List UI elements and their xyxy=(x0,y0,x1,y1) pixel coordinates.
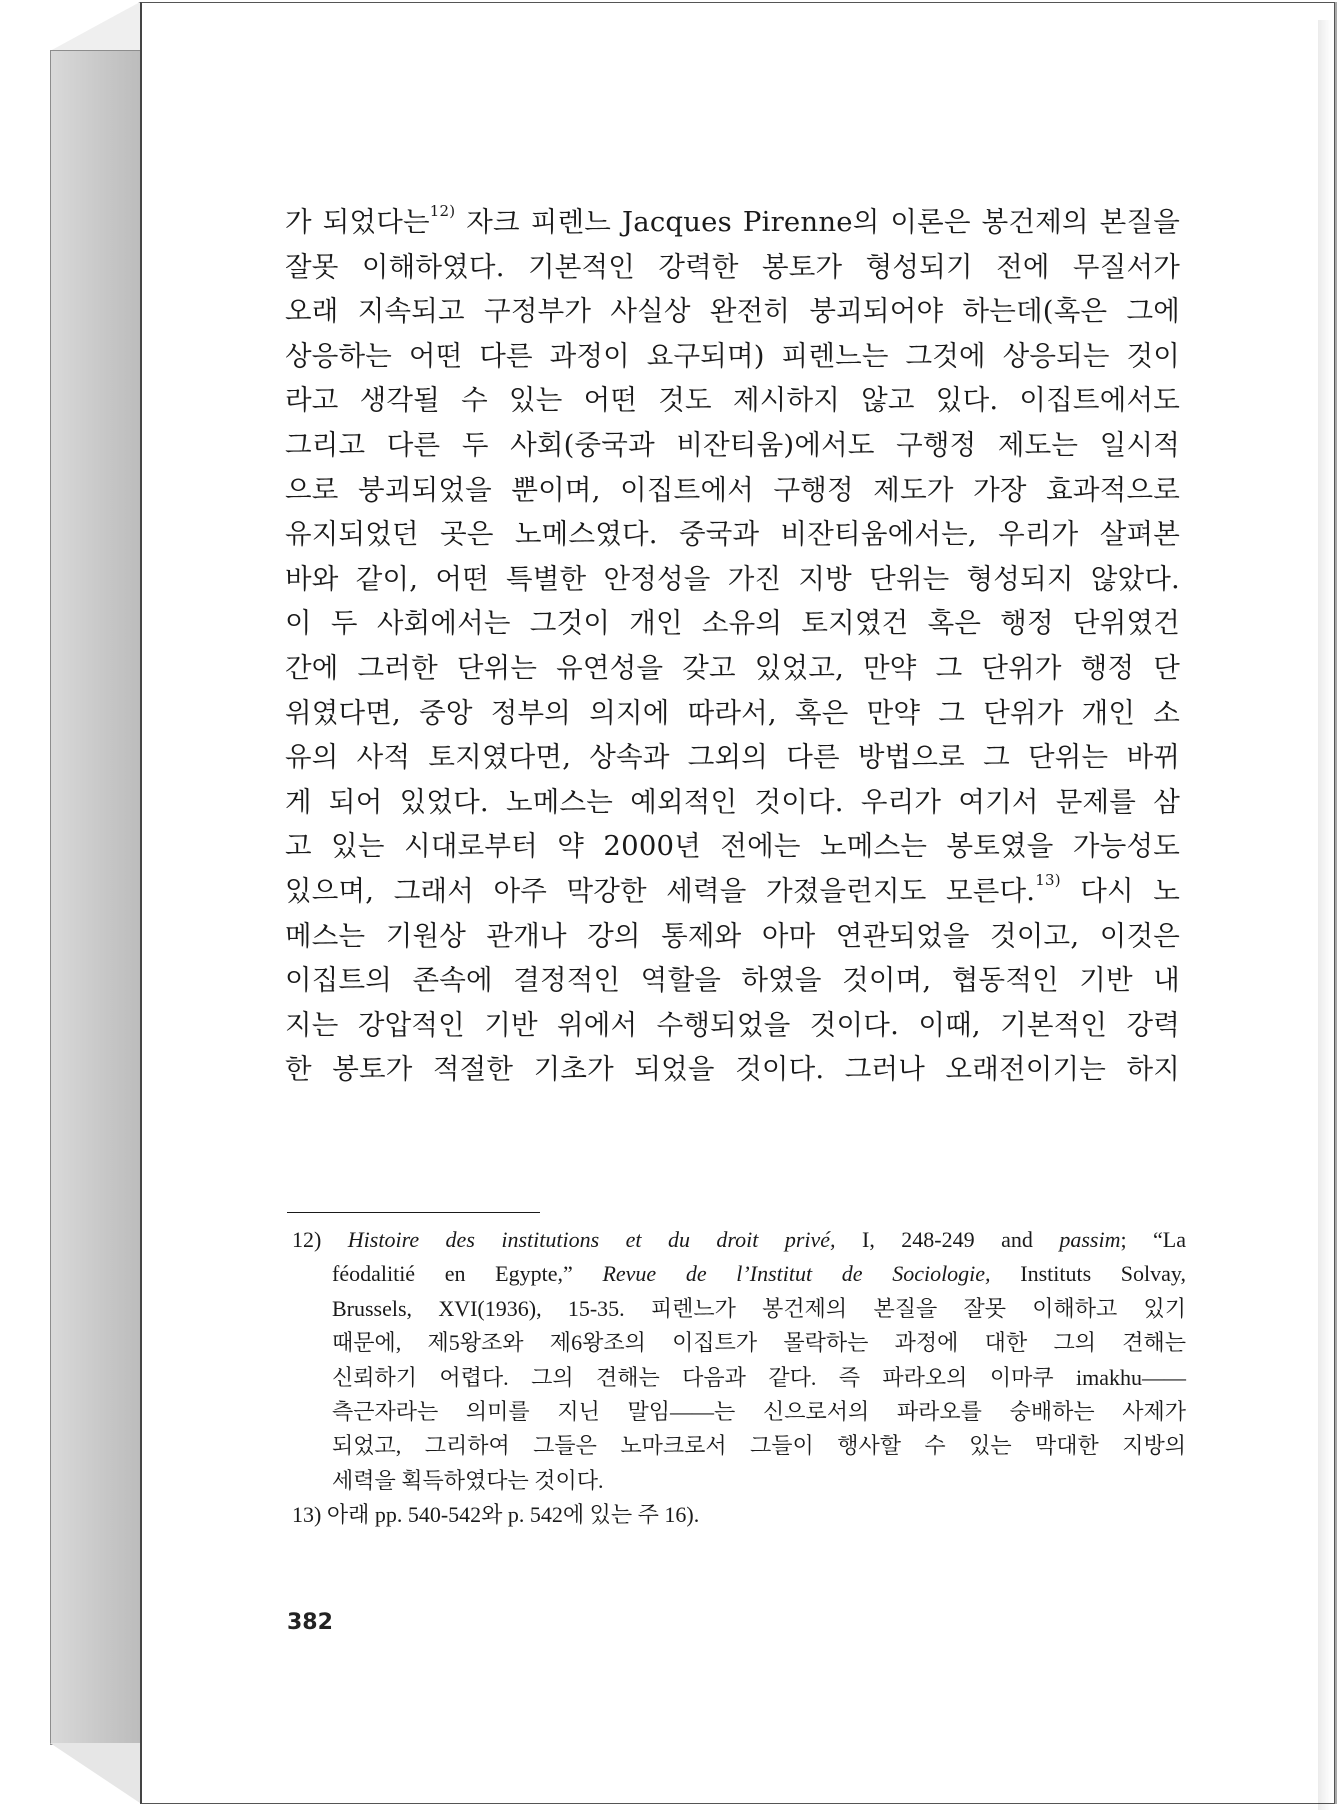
body-line: 고 있는 시대로부터 약 2000년 전에는 노메스는 봉토였을 가능성도 xyxy=(285,830,1180,863)
body-line: 상응하는 어떤 다른 과정이 요구되며) 피렌느는 그것에 상응되는 것이 xyxy=(285,339,1180,372)
footnote-12-line: 때문에, 제5왕조와 제6왕조의 이집트가 몰락하는 과정에 대한 그의 견해는 xyxy=(332,1330,1186,1356)
footnote-13: 13) 아래 pp. 540-542와 p. 542에 있는 주 16). xyxy=(292,1502,700,1528)
book-spine xyxy=(50,50,142,1745)
body-line: 메스는 기원상 관개나 강의 통제와 아마 연관되었을 것이고, 이것은 xyxy=(285,919,1180,952)
footnote-separator xyxy=(287,1212,540,1213)
body-line: 오래 지속되고 구정부가 사실상 완전히 붕괴되어야 하는데(혹은 그에 xyxy=(285,295,1180,328)
body-line: 가 되었다는$^{12)}$ 자크 피렌느 Jacques Pirenne의 이론은 봉건제의 본질을 xyxy=(285,202,1180,238)
footnote-12-line: 측근자라는 의미를 지닌 말임——는 신으로서의 파라오를 숭배하는 사제가 xyxy=(332,1398,1186,1424)
page-number: 382 xyxy=(287,1610,333,1635)
page-shadow xyxy=(1318,20,1332,1810)
body-line: 이집트의 존속에 결정적인 역할을 하였을 것이며, 협동적인 기반 내 xyxy=(285,964,1180,997)
body-line: 게 되어 있었다. 노메스는 예외적인 것이다. 우리가 여기서 문제를 삼 xyxy=(285,785,1180,818)
body-line: 바와 같이, 어떤 특별한 안정성을 가진 지방 단위는 형성되지 않았다. xyxy=(285,562,1180,595)
footnote-ref-12[interactable]: 12) xyxy=(429,202,456,220)
body-line: 유의 사적 토지였다면, 상속과 그외의 다른 방법으로 그 단위는 바뀌 xyxy=(285,741,1180,774)
body-line: 있으며, 그래서 아주 막강한 세력을 가졌을런지도 모른다.$^{13)}$ 다시 노 xyxy=(285,870,1180,907)
body-line: 라고 생각될 수 있는 어떤 것도 제시하지 않고 있다. 이집트에서도 xyxy=(285,384,1180,417)
footnote-12-line: féodalitié en Egypte,” Revue de l’Institut de Sociologie, Instituts Solvay, xyxy=(332,1261,1186,1287)
body-line: 그리고 다른 두 사회(중국과 비잔티움)에서도 구행정 제도는 일시적 xyxy=(285,428,1180,461)
book-top-edge xyxy=(50,2,140,51)
footnote-12-line: 되었고, 그리하여 그들은 노마크로서 그들이 행사할 수 있는 막대한 지방의 xyxy=(332,1433,1186,1459)
footnote-12-line: Brussels, XVI(1936), 15-35. 피렌느가 봉건제의 본질을 잘못 이해하고 있기 xyxy=(332,1295,1186,1321)
book-bottom-edge xyxy=(50,1743,140,1803)
body-line: 잘못 이해하였다. 기본적인 강력한 봉토가 형성되기 전에 무질서가 xyxy=(285,250,1180,283)
body-line: 위였다면, 중앙 정부의 의지에 따라서, 혹은 만약 그 단위가 개인 소 xyxy=(285,696,1180,729)
body-line: 으로 붕괴되었을 뿐이며, 이집트에서 구행정 제도가 가장 효과적으로 xyxy=(285,473,1180,506)
body-text xyxy=(285,200,1180,1092)
body-line: 지는 강압적인 기반 위에서 수행되었을 것이다. 이때, 기본적인 강력 xyxy=(285,1008,1180,1041)
body-line: 간에 그러한 단위는 유연성을 갖고 있었고, 만약 그 단위가 행정 단 xyxy=(285,651,1180,684)
footnote-12-line: 세력을 획득하였다는 것이다. xyxy=(332,1467,604,1493)
body-line: 유지되었던 곳은 노메스였다. 중국과 비잔티움에서는, 우리가 살펴본 xyxy=(285,518,1180,551)
footnote-12-line: 12) Histoire des institutions et du droit privé, I, 248-249 and passim; “La xyxy=(292,1227,1186,1252)
body-line: 한 봉토가 적절한 기초가 되었을 것이다. 그러나 오래전이기는 하지 xyxy=(285,1053,1180,1086)
footnote-12-line: 신뢰하기 어렵다. 그의 견해는 다음과 같다. 즉 파라오의 이마쿠 imakhu—— xyxy=(332,1364,1186,1390)
footnote-ref-13[interactable]: 13) xyxy=(1035,870,1061,889)
footnotes xyxy=(292,1223,1186,1533)
body-line: 이 두 사회에서는 그것이 개인 소유의 토지였건 혹은 행정 단위였건 xyxy=(285,607,1180,640)
